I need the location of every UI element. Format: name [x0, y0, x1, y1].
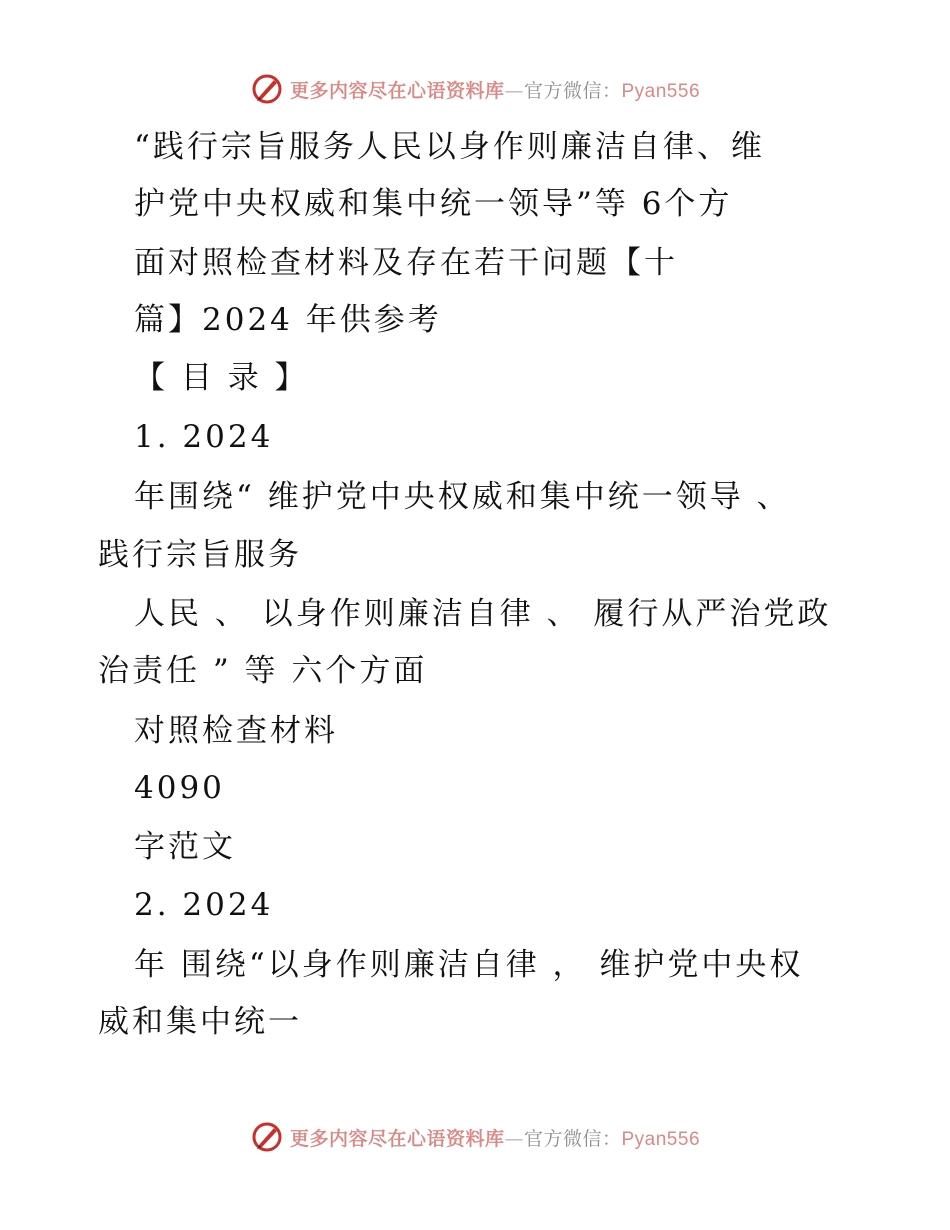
text-line: 治责任 ” 等 六个方面 [98, 653, 428, 689]
watermark-separator: — [504, 1127, 524, 1150]
text-line: 2. 2024 [134, 887, 274, 923]
text-line: 1. 2024 [134, 419, 274, 455]
watermark-label: 官方微信： [523, 1127, 622, 1150]
pen-circle-logo-icon [250, 72, 284, 106]
watermark-wechat-id: Pyan556 [621, 1128, 701, 1150]
text-line: 人民 、 以身作则廉洁自律 、 履行从严治党政 [134, 596, 832, 632]
text-line: 威和集中统一 [98, 1004, 302, 1040]
text-line: 4090 [134, 770, 225, 806]
watermark-wechat-id: Pyan556 [621, 80, 701, 102]
text-line: 践行宗旨服务 [98, 537, 302, 573]
header-watermark [0, 72, 950, 106]
text-line: 年围绕“ 维护党中央权威和集中统一领导 、 [134, 479, 791, 515]
text-line: 对照检查材料 [134, 713, 338, 749]
text-line: 护党中央权威和集中统一领导”等 6个方 [134, 186, 733, 222]
text-line: 字范文 [134, 829, 236, 865]
watermark-prefix: 更多内容尽在心语资料库 [289, 1127, 505, 1150]
watermark-prefix: 更多内容尽在心语资料库 [289, 79, 505, 102]
watermark-label: 官方微信： [523, 79, 622, 102]
text-line: 篇】2024 年供参考 [134, 302, 442, 338]
pen-circle-logo-icon [250, 1120, 284, 1154]
toc-heading: 【 目 录 】 [134, 360, 309, 396]
watermark-separator: — [504, 79, 524, 102]
footer-watermark [0, 1120, 950, 1154]
text-line: “践行宗旨服务人民以身作则廉洁自律、维 [134, 129, 765, 165]
text-line: 面对照检查材料及存在若干问题【十 [134, 245, 678, 281]
text-line: 年 围绕“以身作则廉洁自律 ， 维护党中央权 [134, 947, 804, 983]
